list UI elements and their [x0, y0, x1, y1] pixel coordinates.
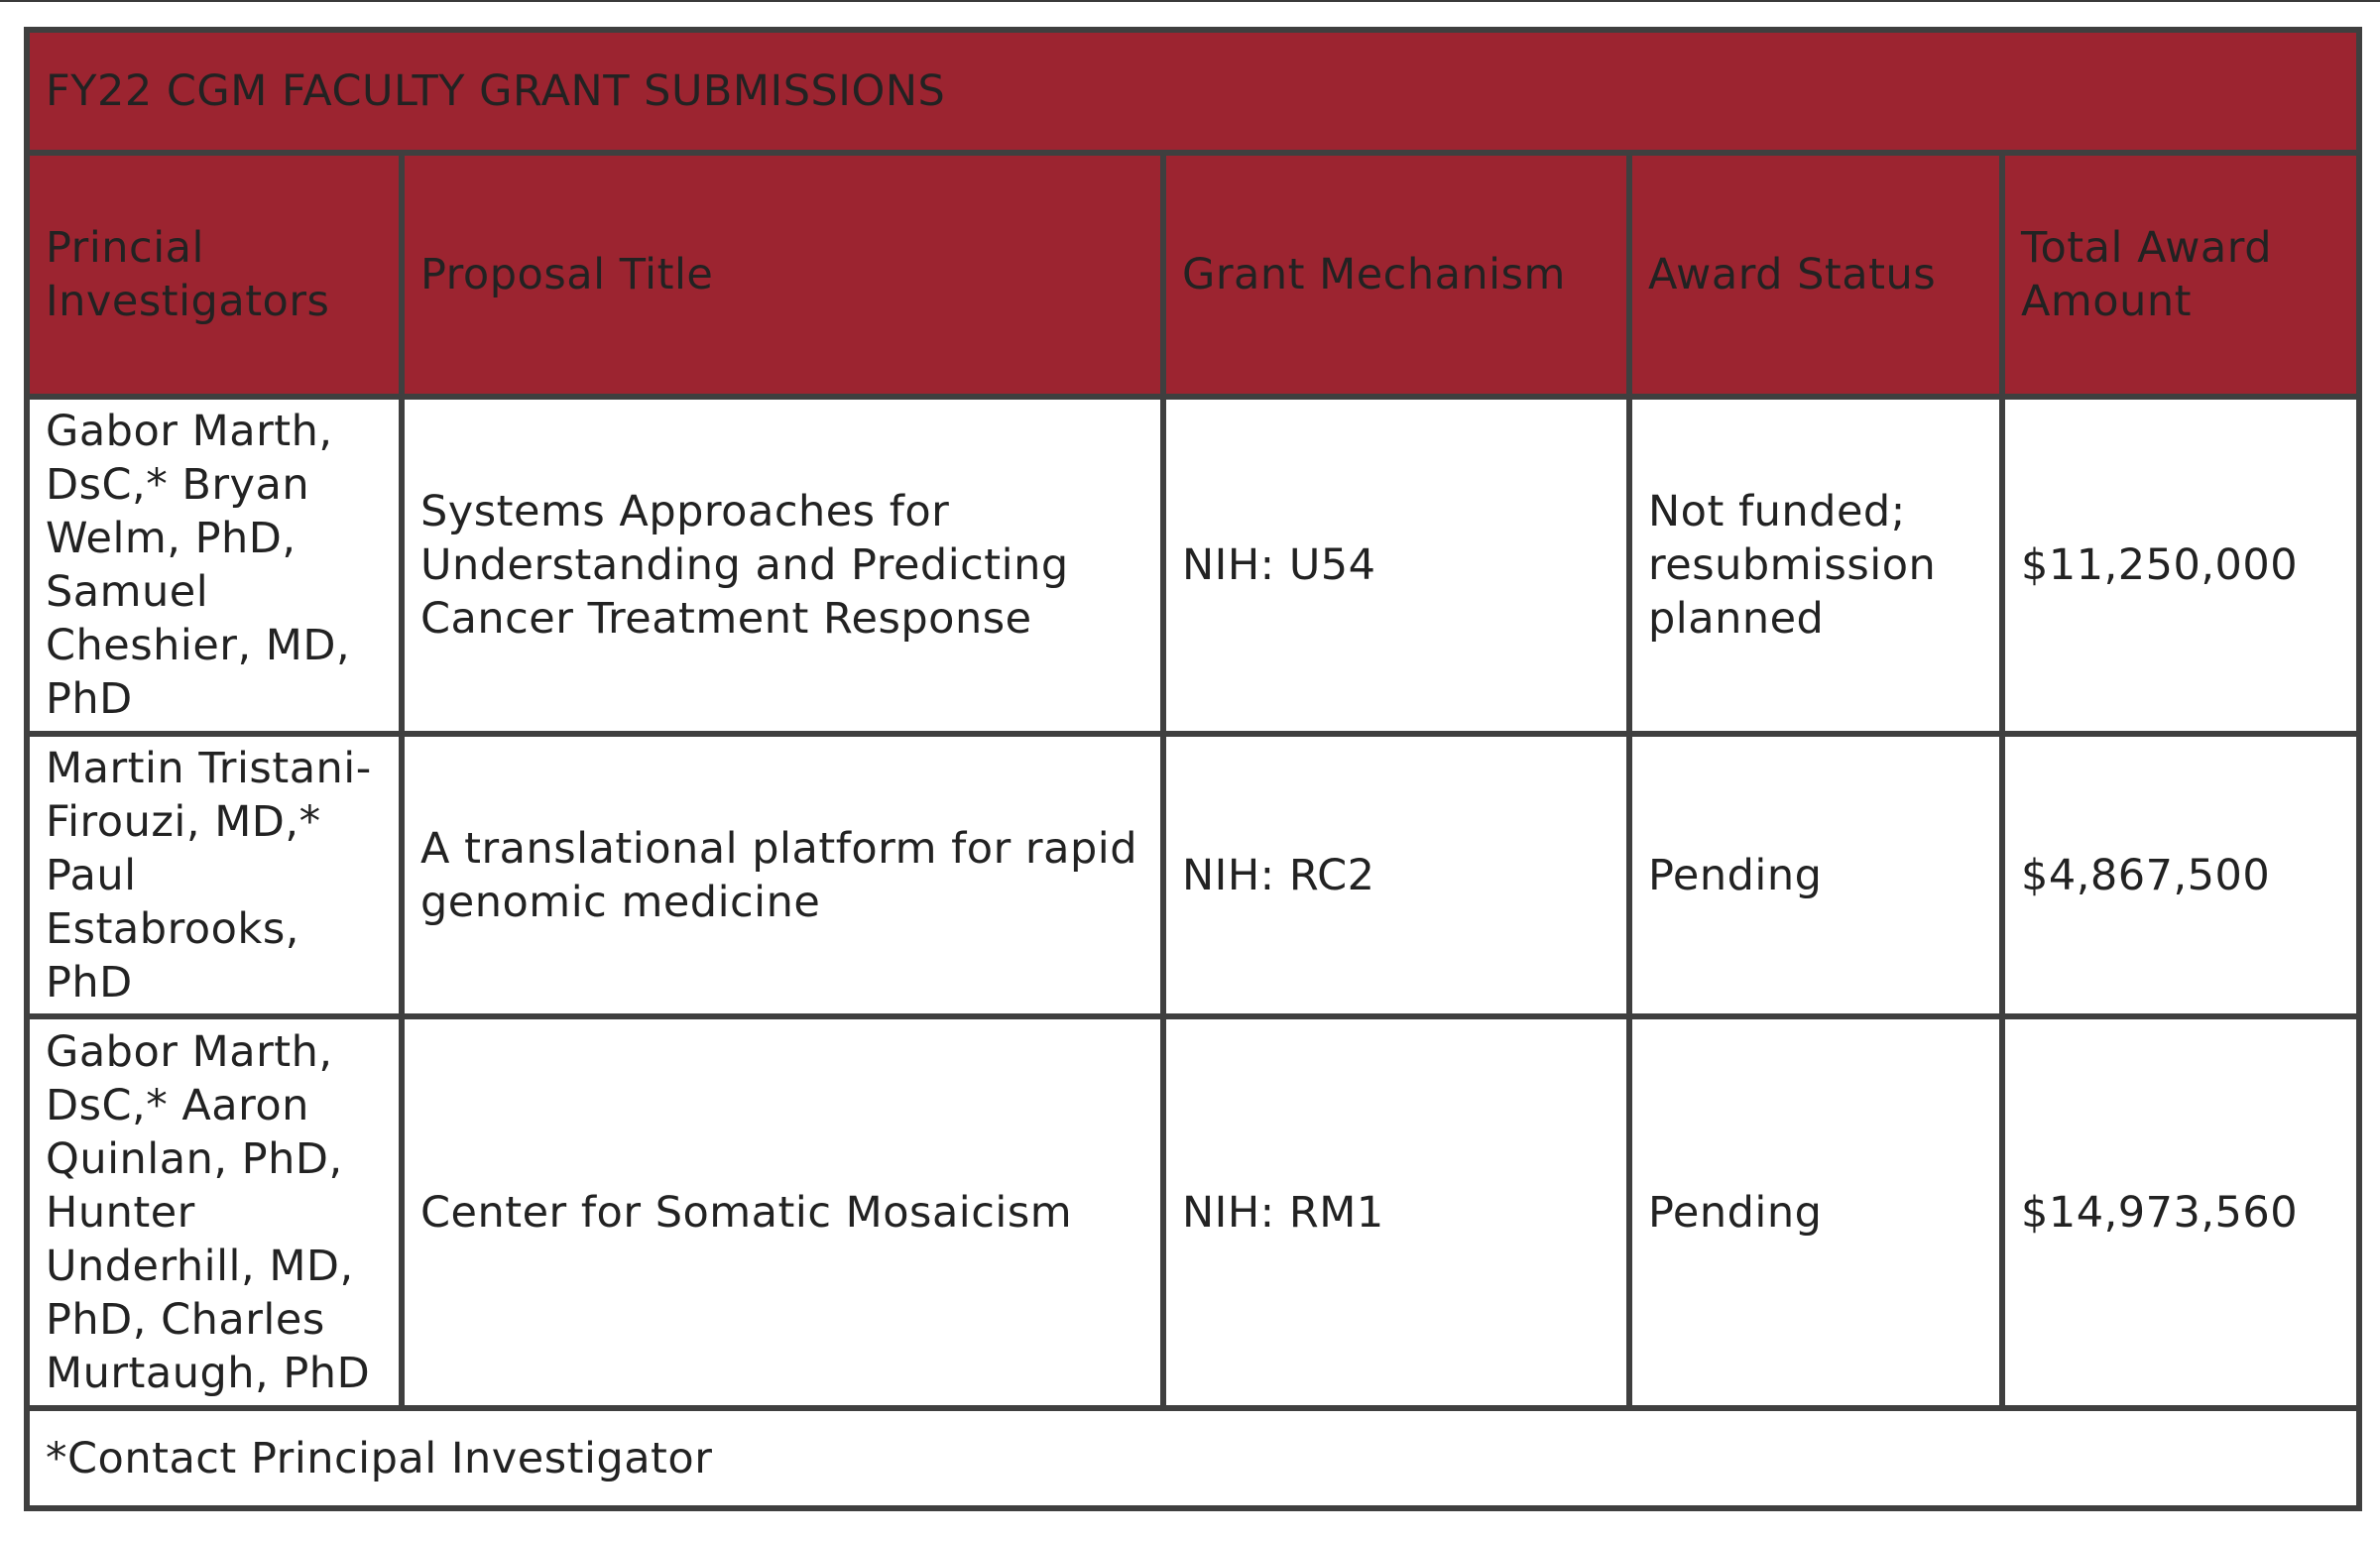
cell-grant-mechanism: NIH: U54 [1163, 397, 1629, 734]
cell-investigators: Gabor Marth, DsC,* Aaron Quinlan, PhD, Hunter Underhill, MD, PhD, Charles Murtaugh, PhD [27, 1016, 402, 1408]
footnote: *Contact Principal Investigator [27, 1408, 2359, 1508]
table-row [27, 734, 2359, 1017]
cell-total-award-amount: $11,250,000 [2002, 397, 2359, 734]
table-row [27, 397, 2359, 734]
header-total-award-amount: Total Award Amount [2002, 153, 2359, 397]
grant-submissions-table [24, 27, 2362, 1511]
cell-total-award-amount: $4,867,500 [2002, 734, 2359, 1017]
table-title-row [27, 30, 2359, 153]
cell-investigators: Martin Tristani-Firouzi, MD,* Paul Estabrooks, PhD [27, 734, 402, 1017]
cell-award-status: Not funded; resubmission planned [1629, 397, 2002, 734]
table-header-row [27, 153, 2359, 397]
cell-total-award-amount: $14,973,560 [2002, 1016, 2359, 1408]
cell-proposal-title: Systems Approaches for Understanding and Predicting Cancer Treatment Response [402, 397, 1163, 734]
header-proposal-title: Proposal Title [402, 153, 1163, 397]
cell-award-status: Pending [1629, 734, 2002, 1017]
table-row [27, 1016, 2359, 1408]
cell-grant-mechanism: NIH: RC2 [1163, 734, 1629, 1017]
footnote-row [27, 1408, 2359, 1508]
table-title: FY22 CGM FACULTY GRANT SUBMISSIONS [27, 30, 2359, 153]
cell-grant-mechanism: NIH: RM1 [1163, 1016, 1629, 1408]
cell-proposal-title: Center for Somatic Mosaicism [402, 1016, 1163, 1408]
cell-award-status: Pending [1629, 1016, 2002, 1408]
header-award-status: Award Status [1629, 153, 2002, 397]
header-grant-mechanism: Grant Mechanism [1163, 153, 1629, 397]
top-rule [0, 0, 2380, 2]
cell-proposal-title: A translational platform for rapid genomic medicine [402, 734, 1163, 1017]
header-investigators: Princial Investigators [27, 153, 402, 397]
cell-investigators: Gabor Marth, DsC,* Bryan Welm, PhD, Samuel Cheshier, MD, PhD [27, 397, 402, 734]
